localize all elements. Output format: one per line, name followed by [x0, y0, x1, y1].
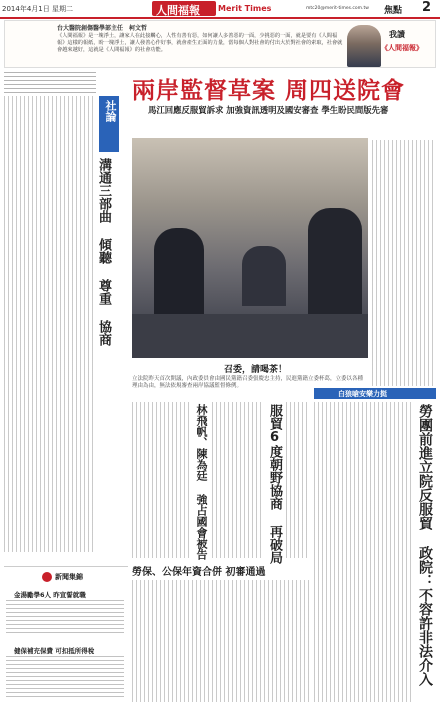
news-brief-item2-title: 健保補充保費 可扣抵所得稅: [14, 647, 95, 655]
news-brief-item1-body: [6, 600, 124, 636]
editorial-title: 溝通三部曲 傾聽 尊重 協商: [96, 158, 111, 346]
news-photo: [132, 138, 368, 358]
photo-caption-text: 立法院昨天首次開議，內政委員會由國民黨籍召委張慶忠主持，民進黨籍立委杯葛，立委以各種理由為由，無法依規審查兩岸協議監督條例。: [132, 376, 364, 389]
email-label: mtc20@merit-times.com.tw: [306, 6, 369, 11]
news-brief-item1-title: 金湯勵學6人 昨宣誓就職: [14, 591, 86, 599]
sub-headline: 馬江回應反服貿訴求 加強資訊透明及國安審查 學生盼民間版先審: [148, 105, 389, 115]
section-label: 焦點: [384, 6, 403, 16]
badge-line2: 《人間福報》: [381, 44, 423, 52]
photo-person-left: [154, 228, 204, 324]
avatar: [347, 25, 381, 67]
photo-desk: [132, 314, 368, 358]
news-brief-item2-body: [6, 656, 124, 700]
article-body-d: [314, 402, 414, 702]
text-column-left-top: [4, 72, 96, 96]
vertical-headline-3: 勞團前進立院反服貿 政院：不容許非法介入: [417, 404, 433, 686]
editorial-body: [4, 96, 96, 552]
vertical-headline-2: 林飛帆、陳為廷 強占國會被告: [195, 404, 208, 560]
article-body-c: [286, 402, 310, 558]
intro-box: [4, 20, 436, 68]
text-column-right: [372, 140, 436, 386]
photo-person-center: [242, 246, 286, 306]
date-label: 2014年4月1日 星期二: [2, 5, 73, 13]
logo-en: Merit Times: [218, 4, 272, 13]
badge-line1: 我讀: [389, 30, 405, 39]
header-rule: [0, 17, 440, 19]
intro-author: 台大醫院創傷醫學部主任 柯文哲: [57, 25, 148, 32]
photo-person-right: [308, 208, 362, 318]
main-headline: 兩岸監督草案 周四送院會: [132, 77, 406, 104]
section-tag: 白狼嗆安樂力挺: [338, 390, 387, 398]
bottom-article-body: [132, 580, 310, 702]
vertical-headline-1: 服貿6度朝野協商 再破局: [267, 404, 282, 564]
page-header: [0, 0, 440, 18]
article-body-b: [212, 402, 264, 558]
photo-caption-title: 召委，請喝茶！: [224, 365, 288, 375]
page-number: 2: [422, 0, 432, 15]
editorial-label: 社論: [104, 100, 117, 122]
news-brief-label: 新聞集錦: [55, 573, 83, 581]
intro-text: 《人間福報》是一塊淨土，讓家人在此接觸心，人性有善有惡，如何讓人多善惡的一面，少挑惡的一面，就是要有《人間福報》這樣的報紙，盼一塊淨土，讓人發善心作好事，就會產生正面的力量，當每個人對社會的付出大於對社會的索取，社會就會越來越好，這就是《人間福報》的社會功能。: [57, 33, 343, 53]
article-body-a: [132, 402, 192, 558]
logo-text: 人間福報: [156, 4, 200, 17]
bottom-headline: 勞保、公保年資合併 初審通過: [132, 567, 266, 578]
news-brief-icon: [42, 572, 52, 582]
